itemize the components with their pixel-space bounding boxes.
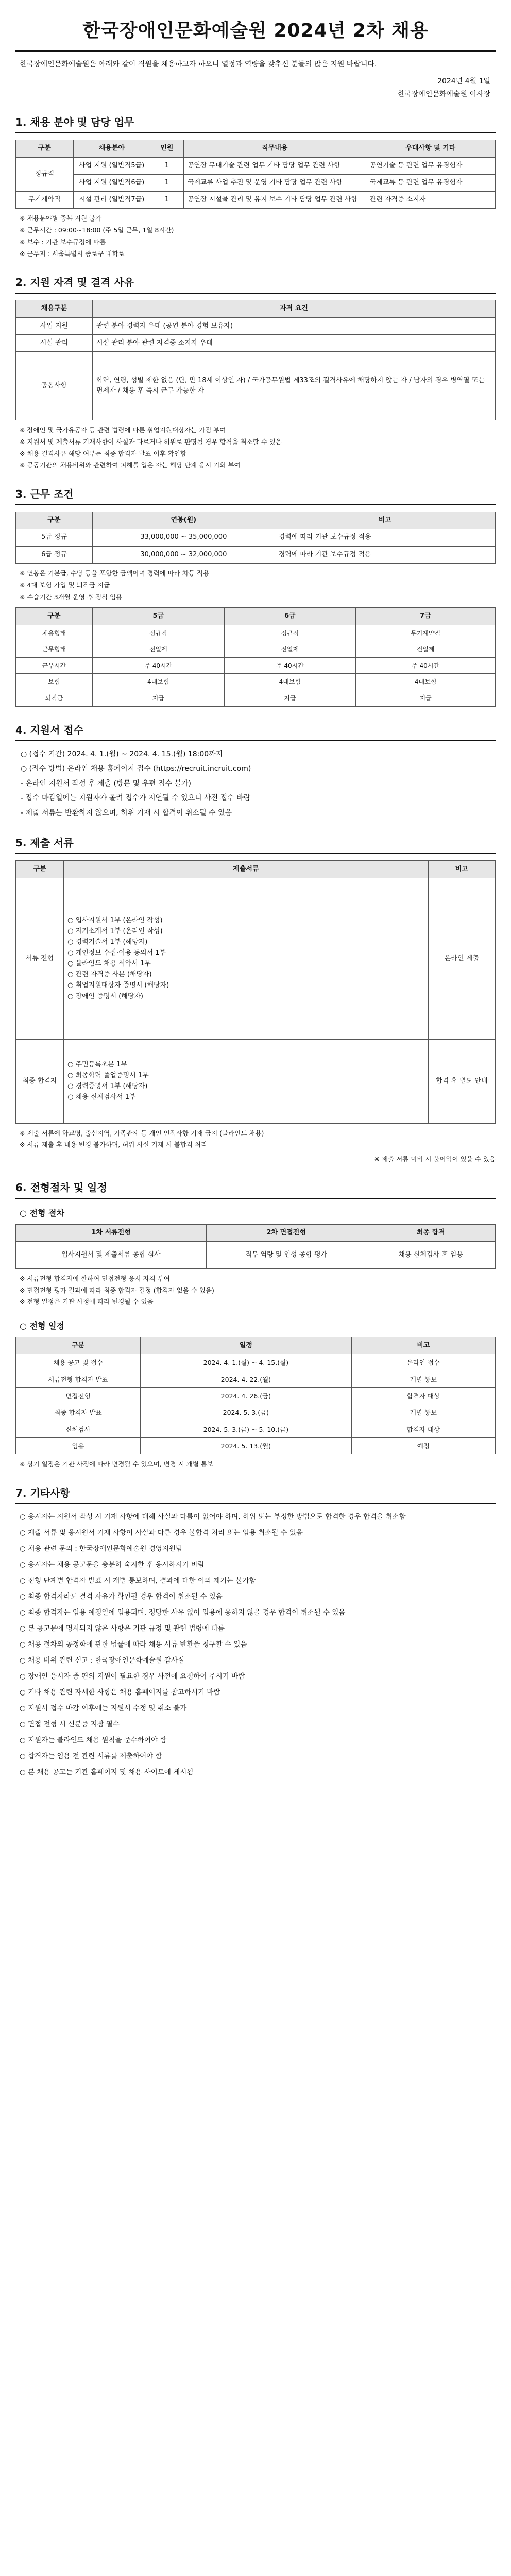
conditions-grid (15, 607, 496, 706)
sched-label: 서류전형 합격자 발표 (16, 1371, 141, 1387)
grid-cell: 4대보험 (356, 674, 496, 690)
table-header: 직무내용 (183, 140, 366, 157)
list-item: ○ 최종 합격자라도 결격 사유가 확인될 경우 합격이 취소될 수 있음 (20, 1592, 223, 1601)
note: ※ 보수 : 기관 보수규정에 따름 (20, 238, 106, 246)
section-title: 5. 제출 서류 (15, 835, 496, 854)
sched-label: 최종 합격자 발표 (16, 1404, 141, 1421)
note: ※ 장애인 및 국가유공자 등 관련 법령에 따른 취업지원대상자는 가점 부여 (20, 426, 226, 434)
grid-cell: 보험 (16, 674, 93, 690)
process-cell: 입사지원서 및 제출서류 종합 심사 (16, 1241, 207, 1268)
table-header: 인원 (150, 140, 183, 157)
sched-label: 임용 (16, 1438, 141, 1454)
grid-cell: 지급 (92, 690, 224, 706)
process-cell: 채용 신체검사 후 임용 (366, 1241, 496, 1268)
note: ※ 수습기간 3개월 운영 후 정식 임용 (20, 592, 123, 601)
list-item: ○ 응시자는 지원서 작성 시 기재 사항에 대해 사실과 다름이 없어야 하며, 허위 또는 부정한 방법으로 합격한 경우 합격을 취소함 (20, 1513, 406, 1521)
list-item: ○ 채용 관련 문의 : 한국장애인문화예술원 경영지원팀 (20, 1545, 182, 1553)
table-header: 7급 (356, 608, 496, 625)
doc-item: ○ 입사지원서 1부 (온라인 작성) (67, 916, 163, 924)
pref-cell: 국제교류 등 관련 업무 유경험자 (366, 174, 495, 191)
list-item: ○ 본 공고문에 명시되지 않은 사항은 기관 규정 및 관련 법령에 따름 (20, 1624, 225, 1633)
doc-item: ○ 경력증명서 1부 (해당자) (67, 1082, 148, 1091)
table-header: 자격 요건 (92, 300, 495, 317)
section-title: 3. 근무 조건 (15, 486, 496, 505)
table-header: 구분 (16, 512, 93, 529)
section-title: 7. 기타사항 (15, 1485, 496, 1504)
section-conditions (15, 486, 496, 706)
text-cell: 시설 관리 분야 관련 자격증 소지자 우대 (92, 334, 495, 351)
duty-cell: 공연장 무대기술 관련 업무 기타 담당 업무 관련 사항 (183, 157, 366, 174)
sched-label: 신체검사 (16, 1421, 141, 1437)
table-row (16, 1421, 496, 1437)
note: ※ 4대 보험 가입 및 퇴직금 지급 (20, 581, 110, 589)
etc-list (20, 1511, 493, 1778)
group-cell: 무기계약직 (16, 191, 74, 208)
section-notes (20, 568, 496, 603)
table-row (16, 674, 496, 690)
sched-note: 합격자 대상 (351, 1387, 495, 1404)
table-row (16, 174, 496, 191)
section-notes (20, 1128, 496, 1151)
table-header: 비고 (275, 512, 495, 529)
section-notes (20, 1273, 496, 1308)
section-qualifications (15, 275, 496, 471)
count-cell: 1 (150, 157, 183, 174)
sched-note: 예정 (351, 1438, 495, 1454)
sched-note: 개별 통보 (351, 1404, 495, 1421)
grid-cell: 4대보험 (224, 674, 356, 690)
note: ※ 채용 결격사유 해당 여부는 최종 합격자 발표 이후 확인함 (20, 449, 186, 457)
grid-cell: 퇴직금 (16, 690, 93, 706)
salary-table (15, 512, 496, 563)
doc-item: ○ 블라인드 채용 서약서 1부 (67, 960, 151, 968)
sched-label: 면접전형 (16, 1387, 141, 1404)
table-header: 비고 (351, 1337, 495, 1354)
table-header: 5급 (92, 608, 224, 625)
table-header: 1차 서류전형 (16, 1224, 207, 1241)
grid-cell: 전일제 (92, 641, 224, 658)
pref-cell: 공연기술 등 관련 업무 유경험자 (366, 157, 495, 174)
intro-text: 한국장애인문화예술원은 아래와 같이 직원을 채용하고자 하오니 열정과 역량을 갖추신 분들의 많은 지원 바랍니다. (20, 60, 377, 69)
notice-date: 2024년 4월 1일 (437, 77, 490, 86)
note-cell: 경력에 따라 기관 보수규정 적용 (275, 529, 495, 546)
grid-cell: 무기계약직 (356, 625, 496, 641)
note-cell: 온라인 제출 (428, 878, 495, 1039)
doc-item: ○ 경력기술서 1부 (해당자) (67, 938, 148, 946)
grid-cell: 근무형태 (16, 641, 93, 658)
table-row (16, 1039, 496, 1123)
group-cell: 정규직 (16, 157, 74, 191)
section-etc (15, 1485, 496, 1778)
table-header: 구분 (16, 861, 64, 878)
table-row (16, 1387, 496, 1404)
list-item: - 제출 서류는 반환하지 않으며, 허위 기재 시 합격이 취소될 수 있음 (21, 808, 232, 817)
documents-table (15, 860, 496, 1123)
list-item: ○ 본 채용 공고는 기관 홈페이지 및 채용 사이트에 게시됨 (20, 1768, 194, 1776)
doc-item: ○ 주민등록초본 1부 (67, 1060, 127, 1069)
table-row (16, 1241, 496, 1268)
duty-cell: 공연장 시설물 관리 및 유지 보수 기타 담당 업무 관련 사항 (183, 191, 366, 208)
note: ※ 근무지 : 서울특별시 종로구 대학로 (20, 249, 125, 258)
docs-cell (64, 878, 429, 1039)
sched-date: 2024. 5. 13.(월) (141, 1438, 352, 1454)
section-title: 1. 채용 분야 및 담당 업무 (15, 114, 496, 133)
process-cell: 직무 역량 및 인성 종합 평가 (207, 1241, 366, 1268)
section-notes (20, 425, 496, 471)
table-header: 일정 (141, 1337, 352, 1354)
list-item: ○ 최종 합격자는 임용 예정일에 임용되며, 정당한 사유 없이 임용에 응하지 않을 경우 합격이 취소될 수 있음 (20, 1608, 346, 1617)
table-header: 구분 (16, 1337, 141, 1354)
table-row (16, 878, 496, 1039)
label-cell: 사업 지원 (16, 317, 93, 334)
section-notes (20, 1459, 496, 1470)
field-cell: 시설 관리 (일반직7급) (73, 191, 150, 208)
grid-cell: 전일제 (356, 641, 496, 658)
table-header: 6급 (224, 608, 356, 625)
list-item: ○ (접수 방법) 온라인 채용 홈페이지 접수 (https://recruit.incruit.com) (21, 765, 251, 773)
doc-item: ○ 개인정보 수집·이용 동의서 1부 (67, 948, 166, 957)
note: ※ 근무시간 : 09:00~18:00 (주 5일 근무, 1일 8시간) (20, 226, 174, 234)
table-header: 2차 면접전형 (207, 1224, 366, 1241)
table-header: 최종 합격 (366, 1224, 496, 1241)
table-header: 우대사항 및 기타 (366, 140, 495, 157)
application-list (21, 748, 496, 820)
label-cell: 5급 정규 (16, 529, 93, 546)
field-cell: 사업 지원 (일반직6급) (73, 174, 150, 191)
table-row (16, 641, 496, 658)
grid-cell: 근무시간 (16, 657, 93, 674)
sched-note: 개별 통보 (351, 1371, 495, 1387)
note: ※ 전형 일정은 기관 사정에 따라 변경될 수 있음 (20, 1298, 154, 1306)
table-row (16, 690, 496, 706)
section-title: 6. 전형절차 및 일정 (15, 1180, 496, 1199)
table-header: 채용분야 (73, 140, 150, 157)
doc-item: ○ 최종학력 졸업증명서 1부 (67, 1071, 149, 1079)
sched-date: 2024. 5. 3.(금) ~ 5. 10.(금) (141, 1421, 352, 1437)
table-row (16, 625, 496, 641)
section-fields (15, 114, 496, 259)
table-row (16, 317, 496, 334)
title-divider (15, 50, 496, 52)
list-item: ○ 합격자는 임용 전 관련 서류를 제출하여야 함 (20, 1752, 162, 1760)
label-cell: 공통사항 (16, 351, 93, 420)
grid-cell: 정규직 (92, 625, 224, 641)
list-item: ○ 지원자는 블라인드 채용 원칙을 준수하여야 함 (20, 1736, 167, 1744)
count-cell: 1 (150, 191, 183, 208)
sub-title: ○ 전형 절차 (20, 1208, 64, 1218)
list-item: ○ 채용 절차의 공정화에 관한 법률에 따라 채용 서류 반환을 청구할 수 있음 (20, 1640, 247, 1649)
list-item: ○ (접수 기간) 2024. 4. 1.(월) ~ 2024. 4. 15.(월) 18:00까지 (21, 750, 223, 758)
note: ※ 채용분야별 중복 지원 불가 (20, 214, 102, 222)
table-row (16, 334, 496, 351)
salary-cell: 30,000,000 ~ 32,000,000 (92, 546, 275, 563)
grid-cell: 4대보험 (92, 674, 224, 690)
sched-note: 합격자 대상 (351, 1421, 495, 1437)
grid-cell: 주 40시간 (356, 657, 496, 674)
grid-cell: 주 40시간 (92, 657, 224, 674)
sched-date: 2024. 4. 1.(월) ~ 4. 15.(월) (141, 1354, 352, 1371)
list-item: ○ 지원서 접수 마감 이후에는 지원서 수정 및 취소 불가 (20, 1704, 187, 1713)
qualification-table (15, 300, 496, 420)
table-header: 채용구분 (16, 300, 93, 317)
fields-table (15, 140, 496, 209)
sub-title: ○ 전형 일정 (20, 1321, 64, 1331)
docs-cell (64, 1039, 429, 1123)
table-header: 연봉(원) (92, 512, 275, 529)
issuer: 한국장애인문화예술원 이사장 (397, 90, 490, 99)
sched-date: 2024. 4. 26.(금) (141, 1387, 352, 1404)
table-header: 비고 (428, 861, 495, 878)
list-item: ○ 채용 비위 관련 신고 : 한국장애인문화예술원 감사실 (20, 1656, 185, 1665)
table-row (16, 1438, 496, 1454)
process-table (15, 1224, 496, 1269)
note: ※ 서류전형 합격자에 한하여 면접전형 응시 자격 부여 (20, 1274, 170, 1282)
table-header: 구분 (16, 608, 93, 625)
table-row (16, 157, 496, 174)
schedule-table (15, 1337, 496, 1454)
table-row (16, 1354, 496, 1371)
sched-label: 채용 공고 및 접수 (16, 1354, 141, 1371)
table-row (16, 191, 496, 208)
note-cell: 합격 후 별도 안내 (428, 1039, 495, 1123)
note: ※ 면접전형 평가 결과에 따라 최종 합격자 결정 (합격자 없을 수 있음) (20, 1286, 214, 1294)
section-title: 2. 지원 자격 및 결격 사유 (15, 275, 496, 294)
doc-item: ○ 장애인 증명서 (해당자) (67, 992, 143, 1001)
label-cell: 최종 합격자 (16, 1039, 64, 1123)
table-row (16, 529, 496, 546)
doc-item: ○ 관련 자격증 사본 (해당자) (67, 971, 152, 979)
note: ※ 공공기관의 채용비위와 관련하여 피해를 입은 자는 해당 단계 응시 기회 부여 (20, 461, 241, 469)
missing-docs-note: ※ 제출 서류 미비 시 불이익이 있을 수 있음 (374, 1155, 496, 1163)
grid-cell: 주 40시간 (224, 657, 356, 674)
doc-item: ○ 취업지원대상자 증명서 (해당자) (67, 981, 169, 990)
doc-item: ○ 채용 신체검사서 1부 (67, 1093, 136, 1101)
list-item: ○ 응시자는 채용 공고문을 충분히 숙지한 후 응시하시기 바람 (20, 1561, 205, 1569)
section-application (15, 722, 496, 820)
count-cell: 1 (150, 174, 183, 191)
section-documents (15, 835, 496, 1164)
note: ※ 지원서 및 제출서류 기재사항이 사실과 다르거나 허위로 판명될 경우 합격을 취소할 수 있음 (20, 437, 282, 446)
list-item: ○ 전형 단계별 합격자 발표 시 개별 통보하며, 결과에 대한 이의 제기는 불가함 (20, 1577, 256, 1585)
grid-cell: 지급 (356, 690, 496, 706)
label-cell: 시설 관리 (16, 334, 93, 351)
table-row (16, 1404, 496, 1421)
note: ※ 서류 제출 후 내용 변경 불가하며, 허위 사실 기재 시 불합격 처리 (20, 1141, 208, 1149)
grid-cell: 지급 (224, 690, 356, 706)
grid-cell: 전일제 (224, 641, 356, 658)
doc-item: ○ 자기소개서 1부 (온라인 작성) (67, 927, 163, 935)
table-row (16, 546, 496, 563)
salary-cell: 33,000,000 ~ 35,000,000 (92, 529, 275, 546)
list-item: ○ 제출 서류 및 응시원서 기재 사항이 사실과 다른 경우 불합격 처리 또는 임용 취소될 수 있음 (20, 1529, 303, 1537)
date-block (15, 75, 490, 101)
table-header: 구분 (16, 140, 74, 157)
grid-cell: 정규직 (224, 625, 356, 641)
text-cell: 학력, 연령, 성별 제한 없음 (단, 만 18세 이상인 자) / 국가공무원법 제33조의 결격사유에 해당하지 않는 자 / 남자의 경우 병역필 또는 면제자 / 채용 후 즉시 근무 가능한 자 (92, 351, 495, 420)
pref-cell: 관련 자격증 소지자 (366, 191, 495, 208)
duty-cell: 국제교류 사업 추진 및 운영 기타 담당 업무 관련 사항 (183, 174, 366, 191)
table-header: 제출서류 (64, 861, 429, 878)
table-row (16, 1371, 496, 1387)
table-row (16, 351, 496, 420)
note-cell: 경력에 따라 기관 보수규정 적용 (275, 546, 495, 563)
list-item: ○ 면접 전형 시 신분증 지참 필수 (20, 1720, 120, 1728)
note: ※ 상기 일정은 기관 사정에 따라 변경될 수 있으며, 변경 시 개별 통보 (20, 1460, 214, 1468)
list-item: ○ 장애인 응시자 중 편의 지원이 필요한 경우 사전에 요청하여 주시기 바람 (20, 1672, 245, 1681)
page-title: 한국장애인문화예술원 2024년 2차 채용 (82, 20, 429, 41)
sched-date: 2024. 4. 22.(월) (141, 1371, 352, 1387)
grid-cell: 채용형태 (16, 625, 93, 641)
note: ※ 제출 서류에 학교명, 출신지역, 가족관계 등 개인 인적사항 기재 금지 (블라인드 채용) (20, 1129, 264, 1137)
label-cell: 6급 정규 (16, 546, 93, 563)
text-cell: 관련 분야 경력자 우대 (공연 분야 경험 보유자) (92, 317, 495, 334)
field-cell: 사업 지원 (일반직5급) (73, 157, 150, 174)
label-cell: 서류 전형 (16, 878, 64, 1039)
section-process (15, 1180, 496, 1470)
section-notes (20, 213, 496, 260)
note: ※ 연봉은 기본급, 수당 등을 포함한 금액이며 경력에 따라 차등 적용 (20, 569, 210, 577)
section-title: 4. 지원서 접수 (15, 722, 496, 741)
sched-note: 온라인 접수 (351, 1354, 495, 1371)
list-item: - 접수 마감일에는 지원자가 몰려 접수가 지연될 수 있으니 사전 접수 바람 (21, 794, 251, 803)
table-row (16, 657, 496, 674)
sched-date: 2024. 5. 3.(금) (141, 1404, 352, 1421)
list-item: - 온라인 지원서 작성 후 제출 (방문 및 우편 접수 불가) (21, 779, 191, 788)
list-item: ○ 기타 채용 관련 자세한 사항은 채용 홈페이지를 참고하시기 바람 (20, 1688, 220, 1697)
